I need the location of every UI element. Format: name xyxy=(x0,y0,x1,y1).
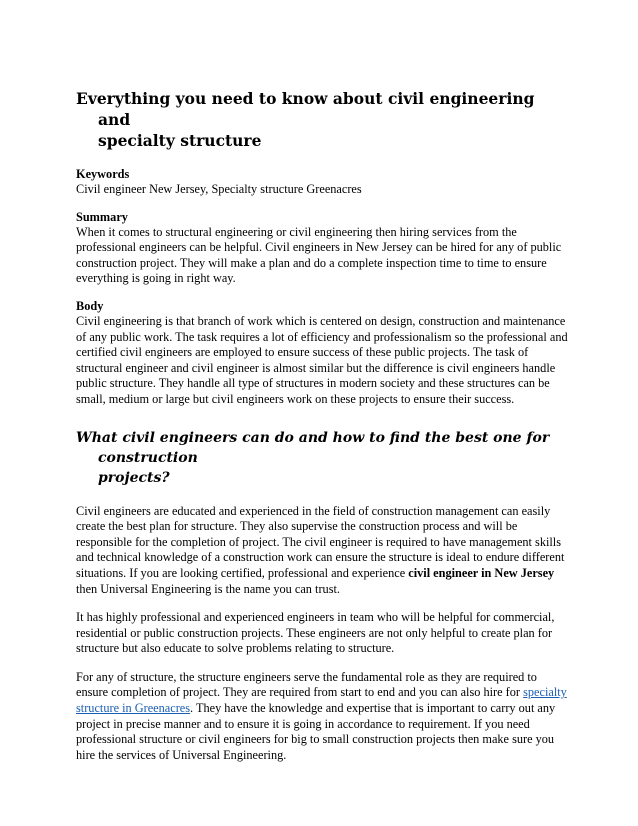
document-content xyxy=(76,88,568,776)
document-title-line2: specialty structure xyxy=(98,131,262,150)
keywords-label: Keywords xyxy=(76,167,130,181)
section-heading xyxy=(76,428,568,488)
summary-section xyxy=(76,210,568,287)
paragraph-1-text: Civil engineers are educated and experienced in the field of construction management can easily create the best plan for structure. They also supervise the construction process and will be responsible for the completion of project. The civil engineer is required to have management skills and technical knowledge of a construction work can ensure the structure is ideal to endure different situations. If you are looking certified, professional and experience xyxy=(76,503,565,580)
document-title-line1: Everything you need to know about civil engineering and xyxy=(76,89,535,129)
paragraph-1-bold: civil engineer in New Jersey xyxy=(408,565,555,580)
section-heading-line1: What civil engineers can do and how to find the best one for construction xyxy=(76,429,550,466)
summary-label: Summary xyxy=(76,209,128,224)
paragraph-2: It has highly professional and experienced engineers in team who will be helpful for commercial, residential or public construction projects. These engineers are not only helpful to create plan for structure but also educate to solve problems relating to structure. xyxy=(76,610,555,656)
body-text: Civil engineering is that branch of work which is centered on design, construction and maintenance of any public work. The task requires a lot of efficiency and professionalism so the professional and certified civil engineers are employed to ensure success of these public projects. The task of structural engineer and civil engineer is almost similar but the difference is civil engineers handle public structure. They handle all type of structures in modern society and these structures can be small, medium or large but civil engineers work on these projects to ensure their success. xyxy=(76,313,568,406)
document-title xyxy=(76,88,568,151)
specialty-structure-link[interactable]: specialty structure in Greenacres xyxy=(76,685,567,716)
keywords-section xyxy=(76,167,568,198)
keywords-text: Civil engineer New Jersey, Specialty structure Greenacres xyxy=(76,182,362,196)
body-section xyxy=(76,299,568,408)
paragraph-1 xyxy=(76,504,568,598)
paragraph-1-end: then Universal Engineering is the name you can trust. xyxy=(76,581,340,596)
paragraph-3-end: . They have the knowledge and expertise that is important to carry out any project in precise manner and to ensure it is going in accordance to requirement. If you need professional structure or civil engineers for big to small construction projects then make sure you hire the services of Universal Engineering. xyxy=(76,701,556,762)
paragraph-3-start: For any of structure, the structure engineers serve the fundamental role as they are required to ensure completion of project. They are required from start to end and you can also hire for xyxy=(76,669,537,700)
paragraph-3 xyxy=(76,670,568,764)
summary-text: When it comes to structural engineering or civil engineering then hiring services from the professional engineers can be helpful. Civil engineers in New Jersey can be hired for any of public construction project. They will make a plan and do a complete inspection time to time to ensure everything is going in right way. xyxy=(76,224,562,286)
section-heading-line2: projects? xyxy=(98,469,170,486)
body-label: Body xyxy=(76,298,104,313)
